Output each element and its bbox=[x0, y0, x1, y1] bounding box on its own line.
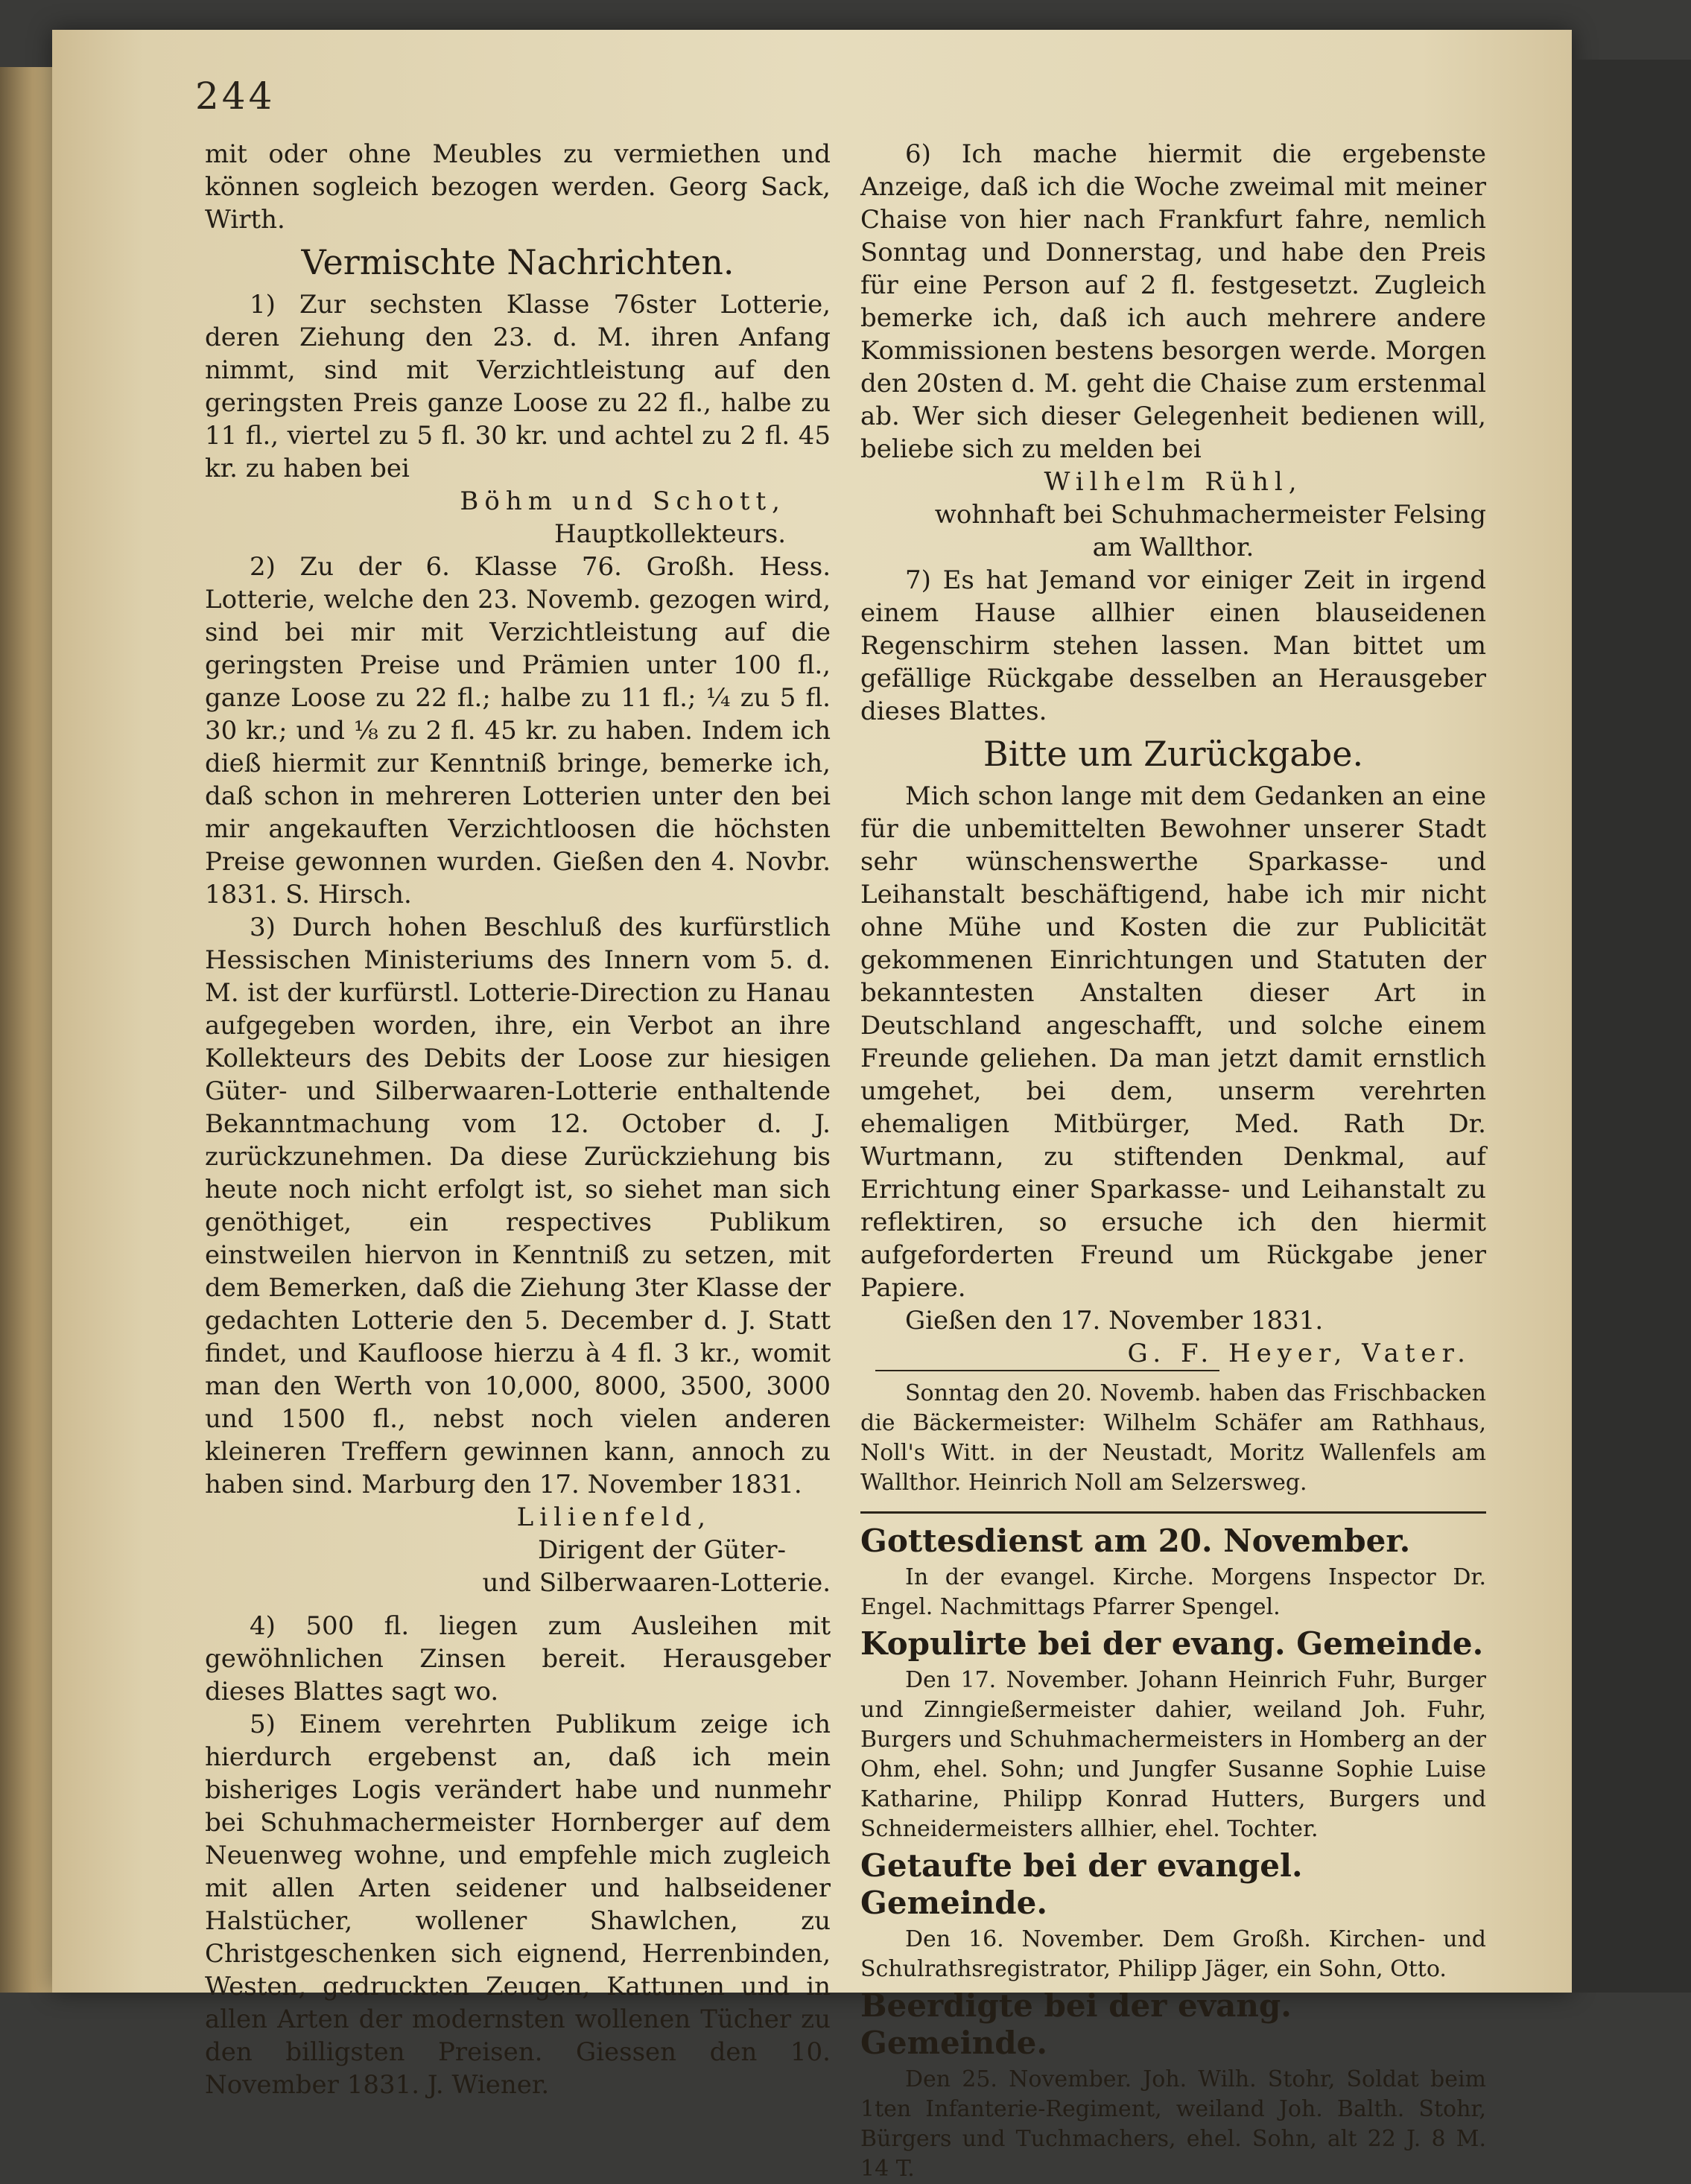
right-column bbox=[860, 138, 1486, 2184]
notice-3-text: 3) Durch hohen Beschluß des kurfürstlich Hessischen Ministeriums des Innern vom 5. d. M. ist der kurfürstl. Lotterie-Direction zu Hanau aufgegeben worden, ihre, ein Verbot an ihre Kollekteurs des Debits der Loose zur hiesigen Güter- und Silberwaaren-Lotterie enthaltende Bekanntmachung vom 12. October d. J. zurückzunehmen. Da diese Zurückziehung bis heute noch nicht erfolgt ist, so siehet man sich genöthiget, ein respectives Publikum einstweilen hiervon in Kenntniß zu setzen, mit dem Bemerken, daß die Ziehung 3ter Klasse der gedachten Lotterie den 5. December d. J. Statt findet, und Kaufloose hierzu à 4 fl. 3 kr., womit man den Werth von 10,000, 8000, 3500, 3000 und 1500 fl., nebst noch vielen anderen kleineren Treffern gewinnen kann, annoch zu haben sind. Marburg den 17. November 1831. bbox=[205, 912, 831, 1499]
notice-1-text: 1) Zur sechsten Klasse 76ster Lotterie, deren Ziehung den 23. d. M. ihren Anfang nimmt, sind mit Verzichtleistung auf den geringsten Preis ganze Loose zu 22 fl., halbe zu 11 fl., viertel zu 5 fl. 30 kr. und achtel zu 2 fl. 45 kr. zu haben bei bbox=[205, 290, 831, 483]
church-records bbox=[860, 1523, 1486, 2184]
notice-2-text: 2) Zu der 6. Klasse 76. Großh. Hess. Lotterie, welche den 23. Novemb. gezogen wird, sind bei mir mit Verzichtleistung auf die geringsten Preise und Prämien unter 100 fl., ganze Loose zu 22 fl.; halbe zu 11 fl.; ¼ zu 5 fl. 30 kr.; und ⅛ zu 2 fl. 45 kr. zu haben. Indem ich dieß hiermit zur Kenntniß bringe, bemerke ich, daß schon in mehreren Lotterien unter den bei mir angekauften Verzichtloosen die höchsten Preise gewonnen wurden. Gießen den 4. Novbr. 1831. S. Hirsch. bbox=[205, 552, 831, 910]
notice-3-signature-title-2: und Silberwaaren-Lotterie. bbox=[482, 1568, 831, 1598]
kopulirte-text: Den 17. November. Johann Heinrich Fuhr, Burger und Zinngießermeister dahier, weiland Joh. Fuhr, Burgers und Schuhmachermeisters in Homberg an der Ohm, ehel. Sohn; und Jungfer Susanne Sophie Luise Katharine, Philipp Konrad Hutters, Burgers und Schneidermeisters allhier, ehel. Tochter. bbox=[860, 1667, 1486, 1842]
notice-1-signature: Böhm und Schott, bbox=[460, 486, 786, 516]
heading-gottesdienst: Gottesdienst am 20. November. bbox=[860, 1523, 1411, 1559]
beerdigte-text: Den 25. November. Joh. Wilh. Stohr, Soldat beim 1ten Infanterie-Regiment, weiland Joh. Balth. Stohr, Bürgers und Tuchmachers, ehel. Sohn, alt 22 J. 8 M. 14 T. bbox=[860, 2066, 1486, 2182]
getaufte-text: Den 16. November. Dem Großh. Kirchen- und Schulrathsregistrator, Philipp Jäger, ein Sohn, Otto. bbox=[860, 1926, 1486, 1982]
notice-6-signature: Wilhelm Rühl, bbox=[1044, 467, 1303, 497]
notice-7-text: 7) Es hat Jemand vor einiger Zeit in irgend einem Hause allhier einen blauseidenen Regenschirm stehen lassen. Man bittet um gefällige Rückgabe desselben an Herausgeber dieses Blattes. bbox=[860, 565, 1486, 726]
heading-beerdigte: Beerdigte bei der evang. Gemeinde. bbox=[860, 1987, 1292, 2061]
scan-background bbox=[1572, 60, 1691, 1993]
bitte-text: Mich schon lange mit dem Gedanken an eine für die unbemittelten Bewohner unserer Stadt sehr wünschenswerthe Sparkasse- und Leihanstalt beschäftigend, habe ich mir nicht ohne Mühe und Kosten die zur Publicität gekommenen Einrichtungen und Statuten der bekanntesten Anstalten dieser Art in Deutschland angeschafft, und solche einem Freunde geliehen. Da man jetzt damit ernstlich umgehet, bei dem, unserm verehrten ehemaligen Mitbürger, Med. Rath Dr. Wurtmann, zu stiftenden Denkmal, auf Errichtung einer Sparkasse- und Leihanstalt zu reflektiren, so ersuche ich den hiermit aufgeforderten Freund um Rückgabe jener Papiere. bbox=[860, 781, 1486, 1303]
heading-getaufte: Getaufte bei der evangel. Gemeinde. bbox=[860, 1847, 1303, 1921]
divider-short bbox=[875, 1370, 1219, 1371]
left-column bbox=[205, 138, 831, 2101]
notice-4-text: 4) 500 fl. liegen zum Ausleihen mit gewöhnlichen Zinsen bereit. Herausgeber dieses Blattes sagt wo. bbox=[205, 1611, 831, 1707]
bitte-date: Gießen den 17. November 1831. bbox=[905, 1306, 1324, 1336]
notice-6-address: wohnhaft bei Schuhmachermeister Felsing bbox=[934, 500, 1486, 530]
notice-6-text: 6) Ich mache hiermit die ergebenste Anzeige, daß ich die Woche zweimal mit meiner Chaise von hier nach Frankfurt fahre, nemlich Sonntag und Donnerstag, und habe den Preis für eine Person auf 2 fl. festgesetzt. Zugleich bemerke ich, daß ich auch mehrere andere Kommissionen bestens besorgen werde. Morgen den 20sten d. M. geht die Chaise zum erstenmal ab. Wer sich dieser Gelegenheit bedienen will, beliebe sich zu melden bei bbox=[860, 139, 1486, 464]
bitte-signature: G. F. Heyer, Vater. bbox=[1127, 1339, 1471, 1368]
baecker-block bbox=[860, 1379, 1486, 1498]
notice-3-signature-title: Dirigent der Güter- bbox=[537, 1535, 786, 1565]
divider-rule bbox=[860, 1511, 1486, 1514]
heading-kopulirte: Kopulirte bei der evang. Gemeinde. bbox=[860, 1625, 1484, 1662]
notice-1-signature-title: Hauptkollekteurs. bbox=[554, 519, 786, 549]
notice-6-address-2: am Wallthor. bbox=[1092, 533, 1254, 562]
section-heading-vermischte: Vermischte Nachrichten. bbox=[301, 242, 735, 282]
notice-3-signature: Lilienfeld, bbox=[516, 1502, 711, 1532]
continuation-ad: mit oder ohne Meubles zu vermiethen und können sogleich bezogen werden. Georg Sack, Wirth. bbox=[205, 139, 831, 235]
section-heading-bitte: Bitte um Zurückgabe. bbox=[983, 734, 1364, 774]
page-number: 244 bbox=[195, 74, 276, 118]
notice-5-text: 5) Einem verehrten Publikum zeige ich hierdurch ergebenst an, daß ich mein bisheriges Logis verändert habe und nunmehr bei Schuhmachermeister Hornberger auf dem Neuenweg wohne, und empfehle mich zugleich mit allen Arten seidener und halbseidener Halstücher, wollener Shawlchen, zu Christgeschenken sich eignend, Herrenbinden, Westen, gedruckten Zeugen, Kattunen und in allen Arten der modernsten wollenen Tücher zu den billigsten Preisen. Giessen den 10. November 1831. J. Wiener. bbox=[205, 1710, 831, 2100]
baecker-text: Sonntag den 20. Novemb. haben das Frischbacken die Bäckermeister: Wilhelm Schäfer am Rathhaus, Noll's Witt. in der Neustadt, Moritz Wallenfels am Wallthor. Heinrich Noll am Selzersweg. bbox=[860, 1380, 1486, 1496]
gottesdienst-text: In der evangel. Kirche. Morgens Inspector Dr. Engel. Nachmittags Pfarrer Spengel. bbox=[860, 1564, 1486, 1620]
